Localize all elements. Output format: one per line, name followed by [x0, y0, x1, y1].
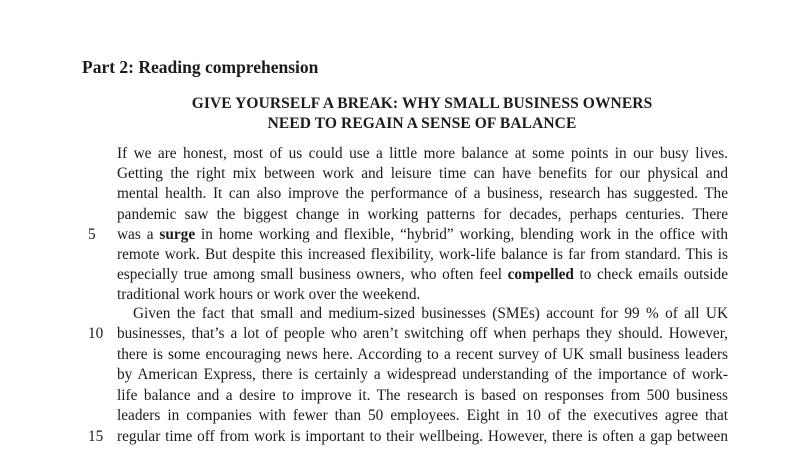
body-text-segment: life balance and a desire to improve it. The research is based on responses from 500 business	[117, 387, 728, 404]
body-text-segment: leaders in companies with fewer than 50 employees. Eight in 10 of the executives agree that	[117, 407, 728, 424]
body-text-segment: in home working and flexible, “hybrid” working, blending work in the office with	[195, 226, 728, 243]
body-line	[117, 264, 728, 285]
body-text-segment: to check emails outside	[573, 266, 728, 283]
body-text-segment: regular time off from work is important to their wellbeing. However, there is often a gap between	[117, 428, 728, 445]
body-text-segment: by American Express, there is certainly a widespread understanding of the importance of work-	[117, 366, 728, 383]
body-line	[117, 385, 728, 406]
body-line	[117, 323, 728, 344]
body-text-segment: If we are honest, most of us could use a little more balance at some points in our busy lives.	[117, 145, 728, 162]
body-line	[117, 344, 728, 365]
vocab-highlight-word: compelled	[507, 266, 574, 283]
body-text-segment: remote work. But despite this increased flexibility, work-life balance is far from standard. This is	[117, 246, 728, 263]
body-line	[117, 405, 728, 426]
body-line	[117, 224, 728, 245]
body-text-segment: traditional work hours or work over the weekend.	[117, 286, 421, 303]
body-text-segment: was a	[117, 226, 160, 243]
body-line	[117, 284, 728, 305]
line-number-10: 10	[88, 325, 104, 342]
part-heading: Part 2: Reading comprehension	[82, 57, 319, 77]
body-text-segment: there is some encouraging news here. According to a recent survey of UK small business leaders	[117, 346, 728, 363]
body-text-segment: businesses, that’s a lot of people who aren’t switching off when perhaps they should. However,	[117, 325, 728, 342]
body-text-segment: pandemic saw the biggest change in working patterns for decades, perhaps centuries. There	[117, 206, 728, 223]
body-text-segment: mental health. It can also improve the performance of a business, research has suggested. The	[117, 185, 728, 202]
body-line	[117, 163, 728, 184]
body-line	[117, 143, 728, 164]
body-line	[117, 204, 728, 225]
body-line	[133, 303, 728, 324]
body-text-segment: Getting the right mix between work and leisure time can have benefits for our physical and	[117, 165, 728, 182]
vocab-highlight-word: surge	[159, 226, 196, 243]
line-number-15: 15	[88, 428, 104, 445]
body-line	[117, 244, 728, 265]
article-title-line-2: NEED TO REGAIN A SENSE OF BALANCE	[267, 115, 577, 132]
body-text-segment: Given the fact that small and medium-sized businesses (SMEs) account for 99 % of all UK	[133, 305, 728, 322]
body-line	[117, 426, 728, 447]
body-text-segment: especially true among small business owners, who often feel	[117, 266, 508, 283]
article-title-line-1: GIVE YOURSELF A BREAK: WHY SMALL BUSINESS OWNERS	[191, 95, 653, 112]
line-number-5: 5	[88, 226, 96, 243]
body-line	[117, 183, 728, 204]
body-line	[117, 364, 728, 385]
